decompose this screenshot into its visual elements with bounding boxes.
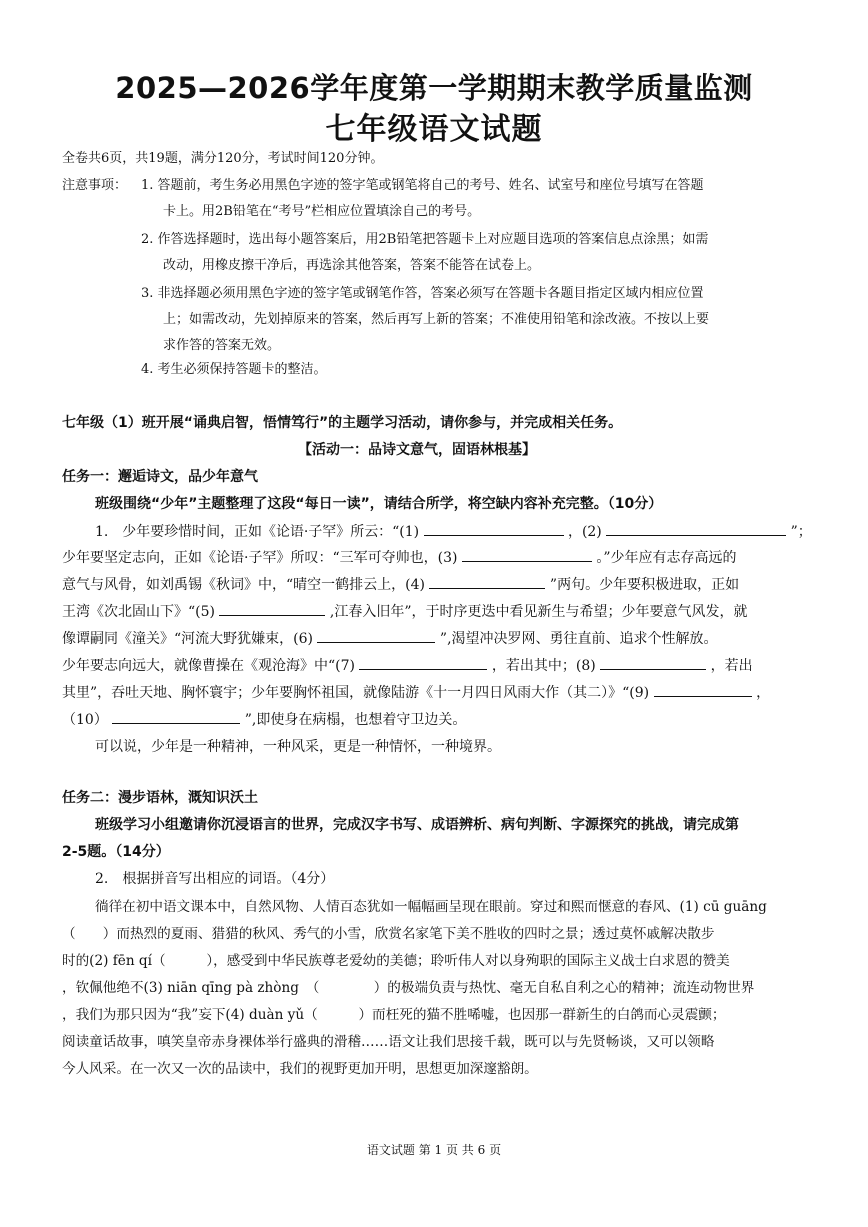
line-text: 其里”，吞吐天地、胸怀寰宇；少年要胸怀祖国，就像陆游《十一月四日风雨大作（其二）》“(9) [62,685,650,701]
note-3-line-1: 3. 非选择题必须用黑色字迹的签字笔或钢笔作答，答案必须写在答题卡各题目指定区域内相应位置 [141,286,704,301]
line-text: （10） [62,712,108,728]
line-text: 王湾《次北固山下》“(5) [62,604,215,620]
note-3-line-3: 求作答的答案无效。 [163,338,281,353]
answer-blank-9[interactable] [654,682,752,697]
poem-fill-line-3 [62,574,739,594]
line-text: ，若出 [710,658,753,674]
answer-blank-3[interactable] [462,547,592,562]
activity-one-heading: 【活动一：品诗文意气，固语林根基】 [298,442,536,458]
line-text: 少年要坚定志向，正如《论语·子罕》所叹：“三军可夺帅也，(3) [62,550,458,566]
poem-fill-line-5 [62,628,718,648]
notes-label: 注意事项： [62,178,128,193]
line-text: 1. 少年要珍惜时间，正如《论语·子罕》所云：“(1) [95,524,420,540]
line-text: ”,渴望冲决罗网、勇往直前、追求个性解放。 [439,631,718,647]
task-two-prompt-line-2: 2-5题。（14分） [62,844,170,860]
note-1-line-1: 1. 答题前，考生务必用黑色字迹的签字笔或钢笔将自己的考号、姓名、试室号和座位号填写在答题 [141,178,704,193]
task-one-prompt: 班级围绕“少年”主题整理了这段“每日一读”，请结合所学，将空缺内容补充完整。（10分） [95,496,663,512]
poem-fill-line-1 [95,520,812,540]
line-text: 像谭嗣同《潼关》“河流大野犹嫌束，(6) [62,631,313,647]
pinyin-passage-line-4: ，钦佩他绝不(3) niān qīng pà zhòng （ ）的极端负责与热忱、毫无自私自利之心的精神；流连动物世界 [62,980,755,996]
answer-blank-2[interactable] [606,521,786,536]
note-2-line-1: 2. 作答选择题时，选出每小题答案后，用2B铅笔把答题卡上对应题目选项的答案信息点涂黑；如需 [141,232,709,247]
line-text: ，(2) [567,524,602,540]
answer-blank-8[interactable] [600,655,706,670]
page-footer: 语文试题 第 1 页 共 6 页 [366,1143,502,1157]
activity-intro: 七年级（1）班开展“诵典启智，悟情笃行”的主题学习活动，请你参与，并完成相关任务。 [62,415,623,431]
note-1-line-2: 卡上。用2B铅笔在“考号”栏相应位置填涂自己的考号。 [163,204,481,219]
answer-blank-6[interactable] [317,628,435,643]
task-two-title: 任务二：漫步语林，溉知识沃土 [62,790,258,806]
poem-fill-line-2 [62,547,737,567]
poem-fill-conclusion: 可以说，少年是一种精神，一种风采，更是一种情怀，一种境界。 [95,739,501,755]
poem-fill-line-6 [62,655,753,675]
task-one-title: 任务一：邂逅诗文，品少年意气 [62,469,258,485]
question-2-heading: 2. 根据拼音写出相应的词语。（4分） [95,871,335,887]
answer-blank-1[interactable] [424,521,564,536]
answer-blank-7[interactable] [359,655,487,670]
line-text: ， [756,685,771,701]
task-two-prompt-line-1: 班级学习小组邀请你沉浸语言的世界，完成汉字书写、成语辨析、病句判断、字源探究的挑战，请完成第 [95,817,739,833]
answer-blank-10[interactable] [112,709,240,724]
line-text: ”； [790,524,812,540]
pinyin-passage-line-6: 阅读童话故事，嗔笑皇帝赤身裸体举行盛典的滑稽……语文让我们思接千载，既可以与先贤畅谈，又可以领略 [62,1034,715,1050]
poem-fill-line-8 [62,709,466,729]
line-text: ，若出其中；(8) [491,658,596,674]
note-3-line-2: 上；如需改动，先划掉原来的答案，然后再写上新的答案；不准使用铅笔和涂改液。不按以上要 [163,312,710,327]
pinyin-passage-line-5: ，我们为那只因为“我”妄下(4) duàn yǔ（ ）而枉死的猫不胜唏嘘，也因那一群新生的白鸽而心灵震颤； [62,1007,726,1023]
line-text: ,江春入旧年”，于时序更迭中看见新生与希望；少年要意气风发，就 [329,604,748,620]
pinyin-passage-line-1: 徜徉在初中语文课本中，自然风物、人情百态犹如一幅幅画呈现在眼前。穿过和熙而惬意的春风、(1) cū guāng [95,899,767,915]
exam-summary: 全卷共6页，共19题，满分120分，考试时间120分钟。 [62,151,384,166]
pinyin-passage-line-2: （ ）而热烈的夏雨、猎猎的秋风、秀气的小雪，欣赏名家笔下美不胜收的四时之景；透过莫怀戚解决散步 [62,926,715,942]
poem-fill-line-4 [62,601,748,621]
line-text: ”两句。少年要积极进取，正如 [549,577,740,593]
line-text: 少年要志向远大，就像曹操在《观沧海》中“(7) [62,658,355,674]
pinyin-passage-line-3: 时的(2) fēn qí（ ），感受到中华民族尊老爱幼的美德；聆听伟人对以身殉职的国际主义战士白求恩的赞美 [62,953,730,969]
line-text: 。”少年应有志存高远的 [596,550,737,566]
line-text: ”,即使身在病榻，也想着守卫边关。 [244,712,467,728]
poem-fill-line-7 [62,682,770,702]
note-2-line-2: 改动，用橡皮擦干净后，再选涂其他答案，答案不能答在试卷上。 [163,258,541,273]
answer-blank-4[interactable] [429,574,545,589]
answer-blank-5[interactable] [219,601,325,616]
exam-subtitle: 七年级语文试题 [325,112,543,147]
note-4: 4. 考生必须保持答题卡的整洁。 [141,362,327,377]
exam-title: 2025—2026学年度第一学期期末教学质量监测 [115,71,753,105]
line-text: 意气与风骨，如刘禹锡《秋词》中，“晴空一鹤排云上，(4) [62,577,425,593]
pinyin-passage-line-7: 今人风采。在一次又一次的品读中，我们的视野更加开明，思想更加深邃豁朗。 [62,1061,538,1077]
